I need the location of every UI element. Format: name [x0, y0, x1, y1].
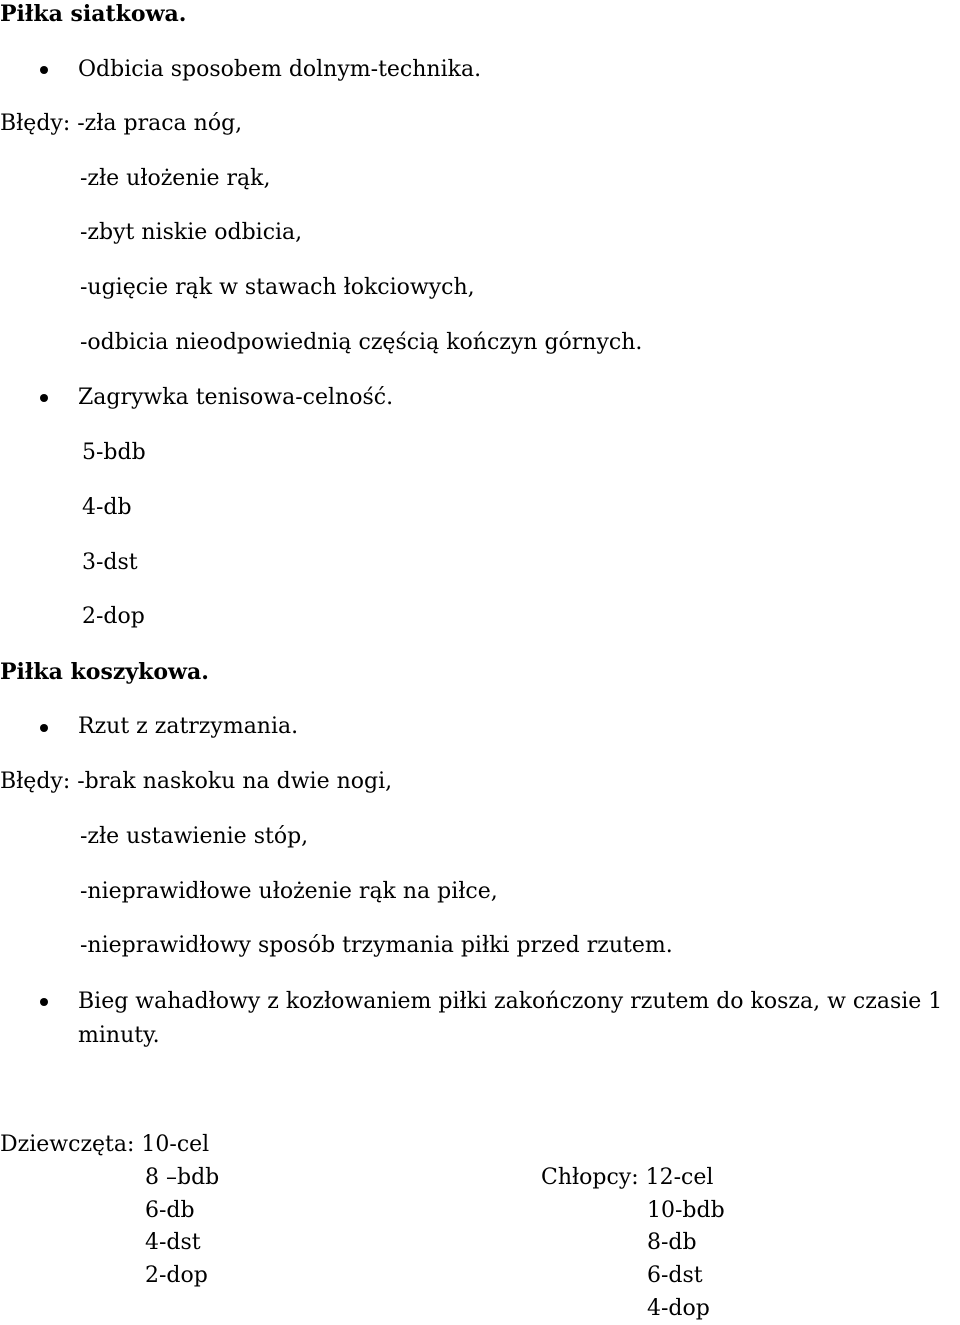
girls-score-1: 8 –bdb [145, 1165, 220, 1190]
volleyball-grade-2: 4-db [82, 495, 132, 520]
basketball-error-2: -nieprawidłowe ułożenie rąk na piłce, [80, 879, 498, 904]
boys-score-1: 10-bdb [647, 1198, 725, 1223]
basketball-errors-first: Błędy: -brak naskoku na dwie nogi, [0, 769, 393, 794]
basketball-heading: Piłka koszykowa. [0, 659, 209, 685]
basketball-item-2-line-2: minuty. [78, 1023, 160, 1048]
girls-score-3: 4-dst [145, 1230, 201, 1255]
bullet-icon [40, 394, 48, 402]
boys-score-3: 6-dst [647, 1263, 703, 1288]
girls-score-2: 6-db [145, 1198, 195, 1223]
volleyball-error-2: -zbyt niskie odbicia, [80, 220, 303, 245]
volleyball-errors-first: Błędy: -zła praca nóg, [0, 111, 243, 136]
volleyball-error-3: -ugięcie rąk w stawach łokciowych, [80, 275, 475, 300]
boys-score-4: 4-dop [647, 1296, 710, 1321]
basketball-item-2-line-1: Bieg wahadłowy z kozłowaniem piłki zakończony rzutem do kosza, w czasie 1 [78, 989, 943, 1014]
volleyball-grade-3: 3-dst [82, 550, 138, 575]
volleyball-item-2: Zagrywka tenisowa-celność. [78, 385, 394, 410]
volleyball-grade-4: 2-dop [82, 604, 145, 629]
bullet-icon [40, 998, 48, 1006]
volleyball-grade-1: 5-bdb [82, 440, 146, 465]
volleyball-item-1: Odbicia sposobem dolnym-technika. [78, 57, 482, 82]
volleyball-error-4: -odbicia nieodpowiednią częścią kończyn górnych. [80, 330, 643, 355]
bullet-icon [40, 66, 48, 74]
boys-score-2: 8-db [647, 1230, 697, 1255]
volleyball-heading: Piłka siatkowa. [0, 1, 187, 27]
basketball-item-1: Rzut z zatrzymania. [78, 714, 299, 739]
basketball-error-3: -nieprawidłowy sposób trzymania piłki przed rzutem. [80, 933, 673, 958]
bullet-icon [40, 724, 48, 732]
basketball-error-1: -złe ustawienie stóp, [80, 824, 309, 849]
girls-score-4: 2-dop [145, 1263, 208, 1288]
boys-label: Chłopcy: 12-cel [541, 1165, 714, 1190]
volleyball-error-1: -złe ułożenie rąk, [80, 166, 271, 191]
girls-label: Dziewczęta: 10-cel [0, 1132, 210, 1157]
